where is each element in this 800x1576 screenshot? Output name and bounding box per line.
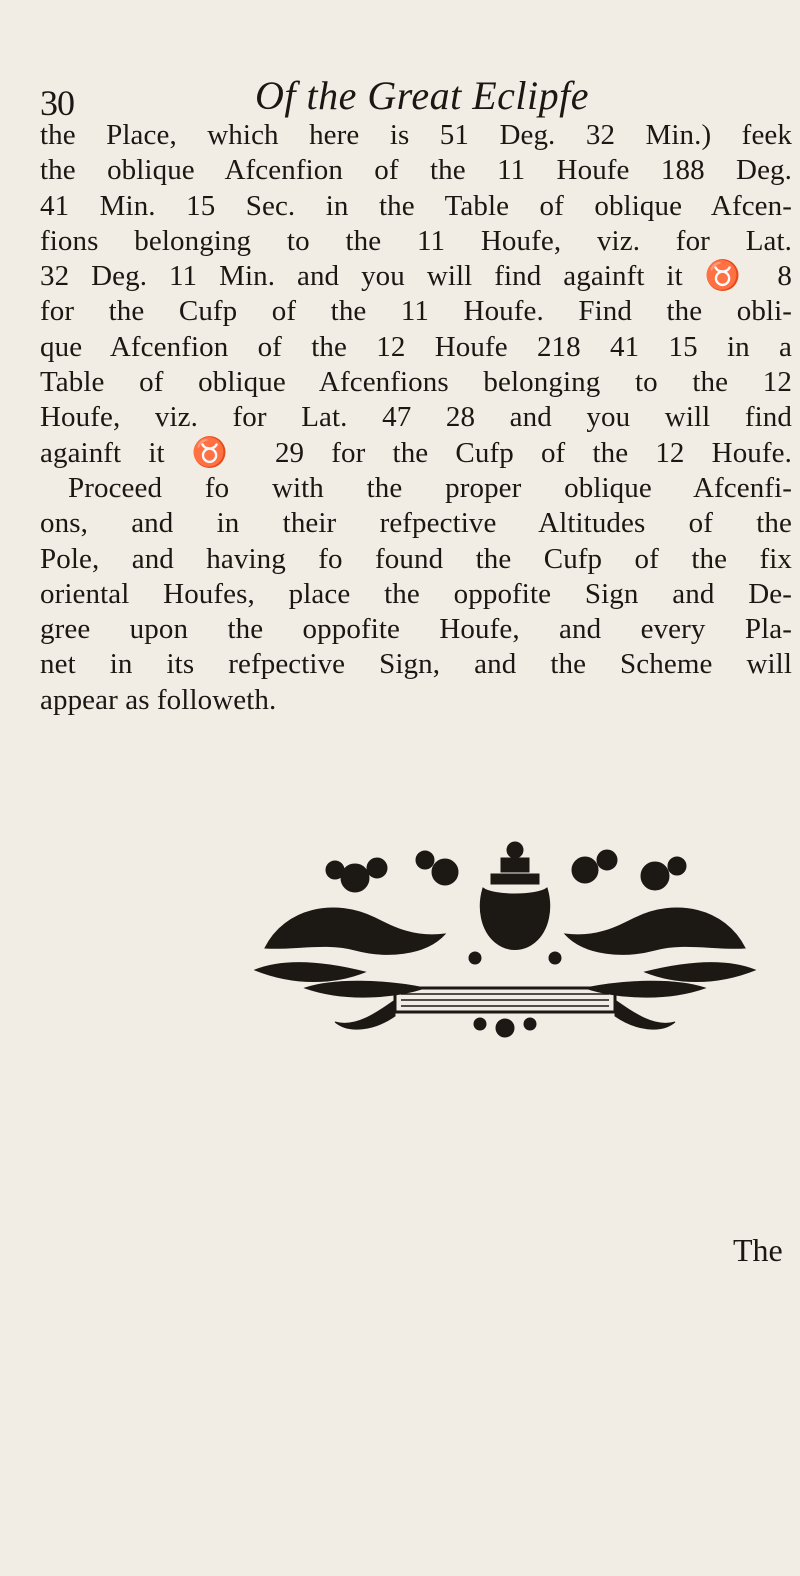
text-line: the oblique Afcenfion of the 11 Houfe 188 Deg. bbox=[40, 154, 792, 187]
text-line: que Afcenfion of the 12 Houfe 218 41 15 in a bbox=[40, 330, 792, 363]
text-line: for the Cufp of the 11 Houfe. Find the obli- bbox=[40, 295, 792, 328]
text-line: 41 Min. 15 Sec. in the Table of oblique Afcen- bbox=[40, 189, 792, 222]
text-line: ons, and in their refpective Altitudes of the bbox=[40, 507, 792, 540]
text-line: Houfe, viz. for Lat. 47 28 and you will find bbox=[40, 401, 792, 434]
page-number: 30 bbox=[40, 83, 74, 123]
body-text bbox=[40, 118, 792, 718]
text-line: the Place, which here is 51 Deg. 32 Min.) feek bbox=[40, 119, 792, 151]
text-line: gree upon the oppofite Houfe, and every Pla- bbox=[40, 613, 792, 646]
text-line: Proceed fo with the proper oblique Afcenfi- bbox=[68, 471, 792, 504]
text-line: appear as followeth. bbox=[40, 683, 277, 716]
running-title: Of the Great Eclipfe bbox=[255, 73, 589, 118]
catchword: The bbox=[733, 1232, 783, 1268]
text-line: Table of oblique Afcenfions belonging to the 12 bbox=[40, 366, 792, 399]
text-line: fions belonging to the 11 Houfe, viz. for Lat. bbox=[40, 224, 792, 257]
floral-headpiece-ornament-icon bbox=[245, 838, 765, 1042]
text-line: net in its refpective Sign, and the Scheme will bbox=[40, 648, 792, 681]
text-line: oriental Houfes, place the oppofite Sign and De- bbox=[40, 577, 792, 610]
text-line: Pole, and having fo found the Cufp of the fix bbox=[40, 542, 792, 575]
text-line: againft it ♉ 29 for the Cufp of the 12 Houfe. bbox=[40, 436, 792, 469]
text-line: 32 Deg. 11 Min. and you will find againft it ♉ 8 bbox=[40, 260, 792, 293]
